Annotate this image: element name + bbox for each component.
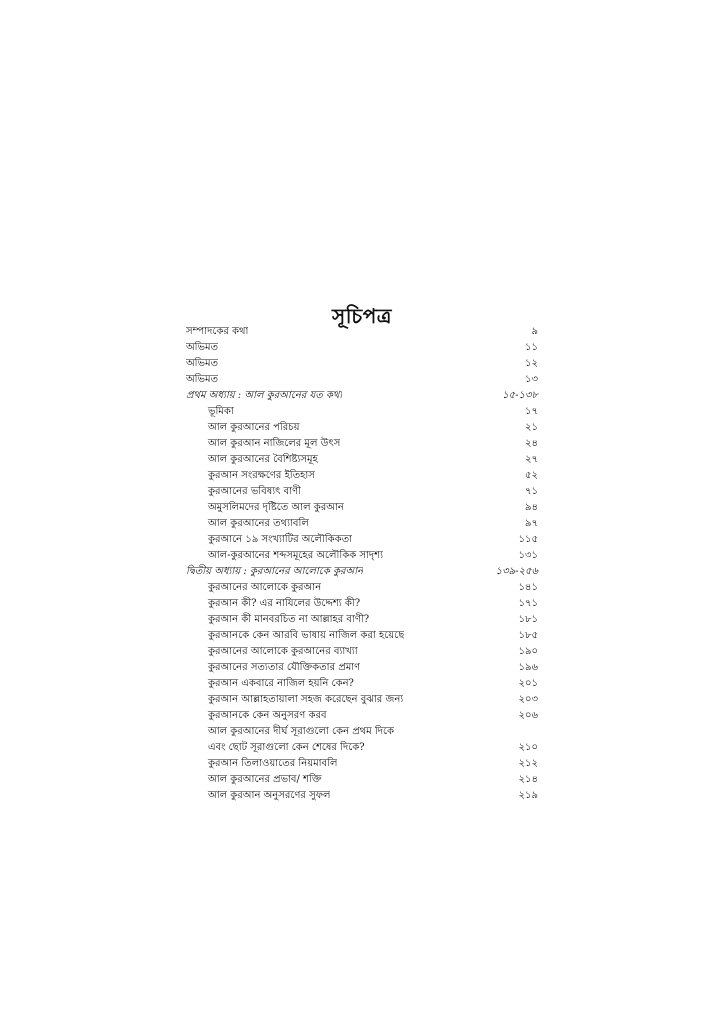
toc-row xyxy=(186,404,538,420)
toc-entry-page: ১৮১ xyxy=(518,614,538,625)
toc-row xyxy=(186,356,538,372)
toc-row xyxy=(186,500,538,516)
toc-entry-page: ২৪ xyxy=(525,438,538,449)
toc-row xyxy=(186,676,538,692)
toc-entry-page: ১১৫ xyxy=(518,534,538,545)
toc-row xyxy=(186,468,538,484)
toc-entry-title: কুরআন কী মানবরচিত না আল্লাহর বাণী? xyxy=(208,614,370,625)
toc-row xyxy=(186,420,538,436)
toc-row xyxy=(186,372,538,388)
toc-entry-title: কুরআন আল্লাহতায়ালা সহজ করেছেন বুঝার জন্য xyxy=(208,694,404,705)
toc-entry-title: আল কুরআন নাজিলের মূল উৎস xyxy=(208,438,341,449)
toc-row xyxy=(186,788,538,804)
toc-entry-title: কুরআনের সত্যতার যৌক্তিকতার প্রমাণ xyxy=(208,662,361,673)
toc-row xyxy=(186,660,538,676)
toc-entry-page: ২০৬ xyxy=(518,710,538,721)
toc-row xyxy=(186,756,538,772)
toc-row xyxy=(186,548,538,564)
toc-entry-title: কুরআনে ১৯ সংখ্যাটির অলৌকিকতা xyxy=(208,534,352,545)
page-title: সূচিপত্র xyxy=(332,304,392,328)
toc-row xyxy=(186,612,538,628)
toc-entry-page: ১৩৯-২৫৬ xyxy=(495,566,538,577)
toc-entry-title: ভূমিকা xyxy=(208,406,234,417)
toc-entry-title: আল কুরআন অনুসরণের সুফল xyxy=(208,790,331,801)
toc-entry-page: ১৯০ xyxy=(518,646,538,657)
toc-entry-page: ২১২ xyxy=(518,758,538,769)
toc-chapter-row xyxy=(186,388,538,404)
toc-row xyxy=(186,628,538,644)
toc-entry-title: কুরআন কী? এর নাযিলের উদ্দেশ্য কী? xyxy=(208,598,361,609)
toc-row xyxy=(186,436,538,452)
toc-entry-page: ২০৩ xyxy=(518,694,538,705)
toc-row xyxy=(186,596,538,612)
toc-row xyxy=(186,516,538,532)
toc-row xyxy=(186,452,538,468)
toc-entry-title: আল কুরআনের তথ্যাবলি xyxy=(208,518,309,529)
toc-row xyxy=(186,484,538,500)
toc-entry-title: অভিমত xyxy=(186,358,219,369)
toc-entry-page: ১৭১ xyxy=(518,598,538,609)
toc-entry-page: ১৭ xyxy=(525,406,538,417)
toc-entry-title: কুরআনের আলোকে কুরআন xyxy=(208,582,322,593)
toc-entry-title: আল কুরআনের পরিচয় xyxy=(208,422,300,433)
toc-entry-page: ২৭ xyxy=(524,454,538,465)
toc-row xyxy=(186,692,538,708)
toc-row xyxy=(186,724,538,740)
toc-row xyxy=(186,580,538,596)
toc-entry-page: ২০১ xyxy=(518,678,538,689)
toc-entry-page: ১৮৫ xyxy=(518,630,538,641)
toc-chapter-row xyxy=(186,564,538,580)
toc-entry-page: ২১ xyxy=(525,422,538,433)
toc-entry-title: প্রথম অধ্যায় : আল কুরআনের যত কথা xyxy=(186,390,343,401)
toc-row xyxy=(186,740,538,756)
toc-entry-title: আল-কুরআনের শব্দসমূহের অলৌকিক সাদৃশ্য xyxy=(208,550,383,561)
toc-entry-page: ১৩ xyxy=(525,374,538,385)
toc-entry-title: অমুসলিমদের দৃষ্টিতে আল কুরআন xyxy=(208,502,344,513)
toc-entry-title: এবং ছোট সূরাগুলো কেন শেষের দিকে? xyxy=(208,742,365,753)
toc-entry-page: ১৫-১৩৮ xyxy=(502,390,538,401)
toc-entry-title: আল কুরআনের বৈশিষ্ট্যসমূহ xyxy=(208,454,318,465)
toc-row xyxy=(186,772,538,788)
toc-entry-page: ১১ xyxy=(525,342,538,353)
toc-entry-title: কুরআনকে কেন অনুসরণ করব xyxy=(208,710,327,721)
toc-entry-page: ৫২ xyxy=(525,470,538,481)
table-of-contents xyxy=(186,324,538,804)
toc-entry-page: ১৩১ xyxy=(518,550,538,561)
toc-row xyxy=(186,324,538,340)
toc-entry-title: কুরআন তিলাওয়াতের নিয়মাবলি xyxy=(208,758,338,769)
toc-entry-page: ২১৪ xyxy=(518,774,538,785)
toc-entry-page: ১২ xyxy=(525,358,538,369)
toc-entry-title: দ্বিতীয় অধ্যায় : কুরআনের আলোকে কুরআন xyxy=(186,566,364,577)
toc-entry-title: কুরআন সংরক্ষণের ইতিহাস xyxy=(208,470,315,481)
toc-entry-title: কুরআনের ভবিষ্যৎ বাণী xyxy=(208,486,302,497)
toc-entry-page: ৯৪ xyxy=(525,502,538,513)
toc-row xyxy=(186,532,538,548)
toc-entry-page: ৯৭ xyxy=(525,518,538,529)
toc-entry-title: কুরআন একবারে নাজিল হয়নি কেন? xyxy=(208,678,354,689)
toc-entry-title: অভিমত xyxy=(186,342,219,353)
toc-entry-title: সম্পাদকের কথা xyxy=(186,326,249,337)
toc-entry-page: ৭১ xyxy=(525,486,538,497)
toc-entry-page: ৯ xyxy=(531,326,538,337)
toc-entry-page: ১৯৬ xyxy=(518,662,538,673)
toc-entry-page: ২১০ xyxy=(518,742,538,753)
toc-entry-title: অভিমত xyxy=(186,374,219,385)
toc-entry-page: ১৪১ xyxy=(518,582,538,593)
toc-entry-title: আল কুরআনের প্রভাব/ শক্তি xyxy=(208,774,322,785)
toc-entry-page: ২১৯ xyxy=(518,790,538,801)
toc-entry-title: আল কুরআনের দীর্ঘ সূরাগুলো কেন প্রথম দিকে xyxy=(208,726,395,737)
toc-entry-title: কুরআনের আলোকে কুরআনের ব্যাখ্যা xyxy=(208,646,358,657)
toc-row xyxy=(186,644,538,660)
toc-entry-title: কুরআনকে কেন আরবি ভাষায় নাজিল করা হয়েছে xyxy=(208,630,405,641)
toc-row xyxy=(186,340,538,356)
toc-row xyxy=(186,708,538,724)
